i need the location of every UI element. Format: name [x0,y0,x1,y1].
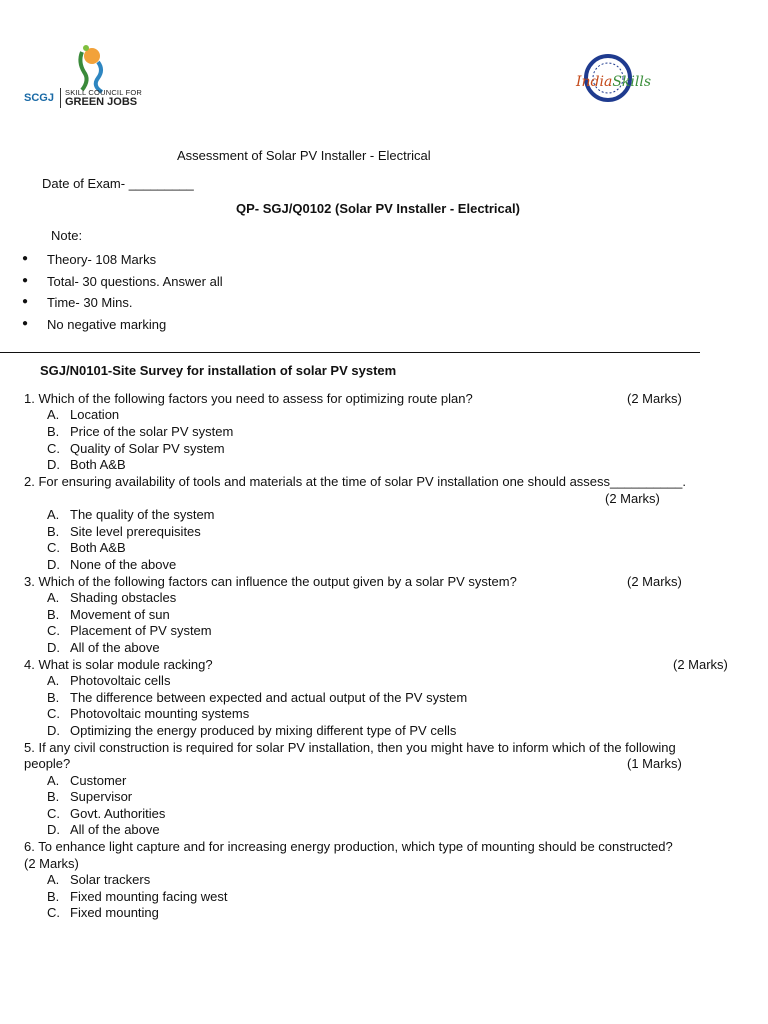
note-item: No negative marking [47,317,167,332]
option-text: Fixed mounting [70,905,159,920]
question-text: 3. Which of the following factors can influence the output given by a solar PV system? [24,574,517,589]
question-marks: (2 Marks) [627,391,682,406]
option-letter: C. [47,806,60,821]
note-item: Total- 30 questions. Answer all [47,274,223,289]
option-letter: A. [47,590,60,605]
option-letter: A. [47,872,60,887]
option-text: Both A&B [70,540,126,555]
option-letter: C. [47,623,60,638]
question-marks: (2 Marks) [605,491,660,506]
option-text: Quality of Solar PV system [70,441,225,456]
option-letter: D. [47,457,60,472]
option-letter: A. [47,507,60,522]
option-text: Price of the solar PV system [70,424,234,439]
option-letter: B. [47,889,60,904]
question-marks: (1 Marks) [627,756,682,771]
option-text: Supervisor [70,789,133,804]
bullet-icon: ● [22,318,29,329]
option-text: The quality of the system [70,507,215,522]
note-item: Theory- 108 Marks [47,252,157,267]
option-letter: A. [47,407,60,422]
note-label: Note: [51,228,83,243]
logo-separator [60,88,61,108]
option-text: Location [70,407,120,422]
option-text: Site level prerequisites [70,524,201,539]
bullet-icon: ● [22,275,29,286]
option-text: All of the above [70,640,160,655]
note-item: Time- 30 Mins. [47,295,133,310]
option-text: Customer [70,773,127,788]
option-letter: B. [47,524,60,539]
option-text: Solar trackers [70,872,151,887]
question-text: 6. To enhance light capture and for increasing energy production, which type of mounting should be constructed? [24,839,673,854]
option-letter: B. [47,789,60,804]
question-text: 1. Which of the following factors you need to assess for optimizing route plan? [24,391,473,406]
option-text: Photovoltaic mounting systems [70,706,250,721]
option-letter: A. [47,773,60,788]
logo-abbr: SCGJ [24,92,54,104]
option-letter: C. [47,441,60,456]
option-letter: D. [47,822,60,837]
option-text: Photovoltaic cells [70,673,171,688]
option-letter: B. [47,690,60,705]
logo-line2: GREEN JOBS [65,96,138,108]
option-letter: B. [47,607,60,622]
option-letter: C. [47,540,60,555]
bullet-icon: ● [22,253,29,264]
option-letter: D. [47,557,60,572]
option-text: All of the above [70,822,160,837]
option-text: Both A&B [70,457,126,472]
question-text: 5. If any civil construction is required for solar PV installation, then you might have to inform which of the following [24,740,676,755]
question-marks: (2 Marks) [673,657,728,672]
option-text: The difference between expected and actual output of the PV system [70,690,468,705]
indiaskills-logo-text: IndiaSkills [576,74,652,90]
question-text: 4. What is solar module racking? [24,657,213,672]
option-text: Optimizing the energy produced by mixing different type of PV cells [70,723,457,738]
horizontal-rule [0,352,700,353]
option-letter: A. [47,673,60,688]
option-text: Movement of sun [70,607,170,622]
question-marks: (2 Marks) [627,574,682,589]
option-letter: D. [47,723,60,738]
option-text: Govt. Authorities [70,806,166,821]
option-letter: C. [47,706,60,721]
option-letter: C. [47,905,60,920]
option-text: Placement of PV system [70,623,212,638]
bullet-icon: ● [22,296,29,307]
question-text: 2. For ensuring availability of tools and materials at the time of solar PV installation one should assess__________. [24,474,686,489]
question-text-continued: people? [24,756,71,771]
question-marks: (2 Marks) [24,856,79,871]
qualification-pack: QP- SGJ/Q0102 (Solar PV Installer - Electrical) [236,201,520,216]
date-of-exam: Date of Exam- _________ [42,176,194,191]
option-text: Shading obstacles [70,590,177,605]
option-letter: B. [47,424,60,439]
option-text: Fixed mounting facing west [70,889,228,904]
document-title: Assessment of Solar PV Installer - Electrical [177,148,431,163]
option-letter: D. [47,640,60,655]
section-heading: SGJ/N0101-Site Survey for installation of solar PV system [40,363,397,378]
logo-line1: SKILL COUNCIL FOR [65,88,143,97]
option-text: None of the above [70,557,177,572]
